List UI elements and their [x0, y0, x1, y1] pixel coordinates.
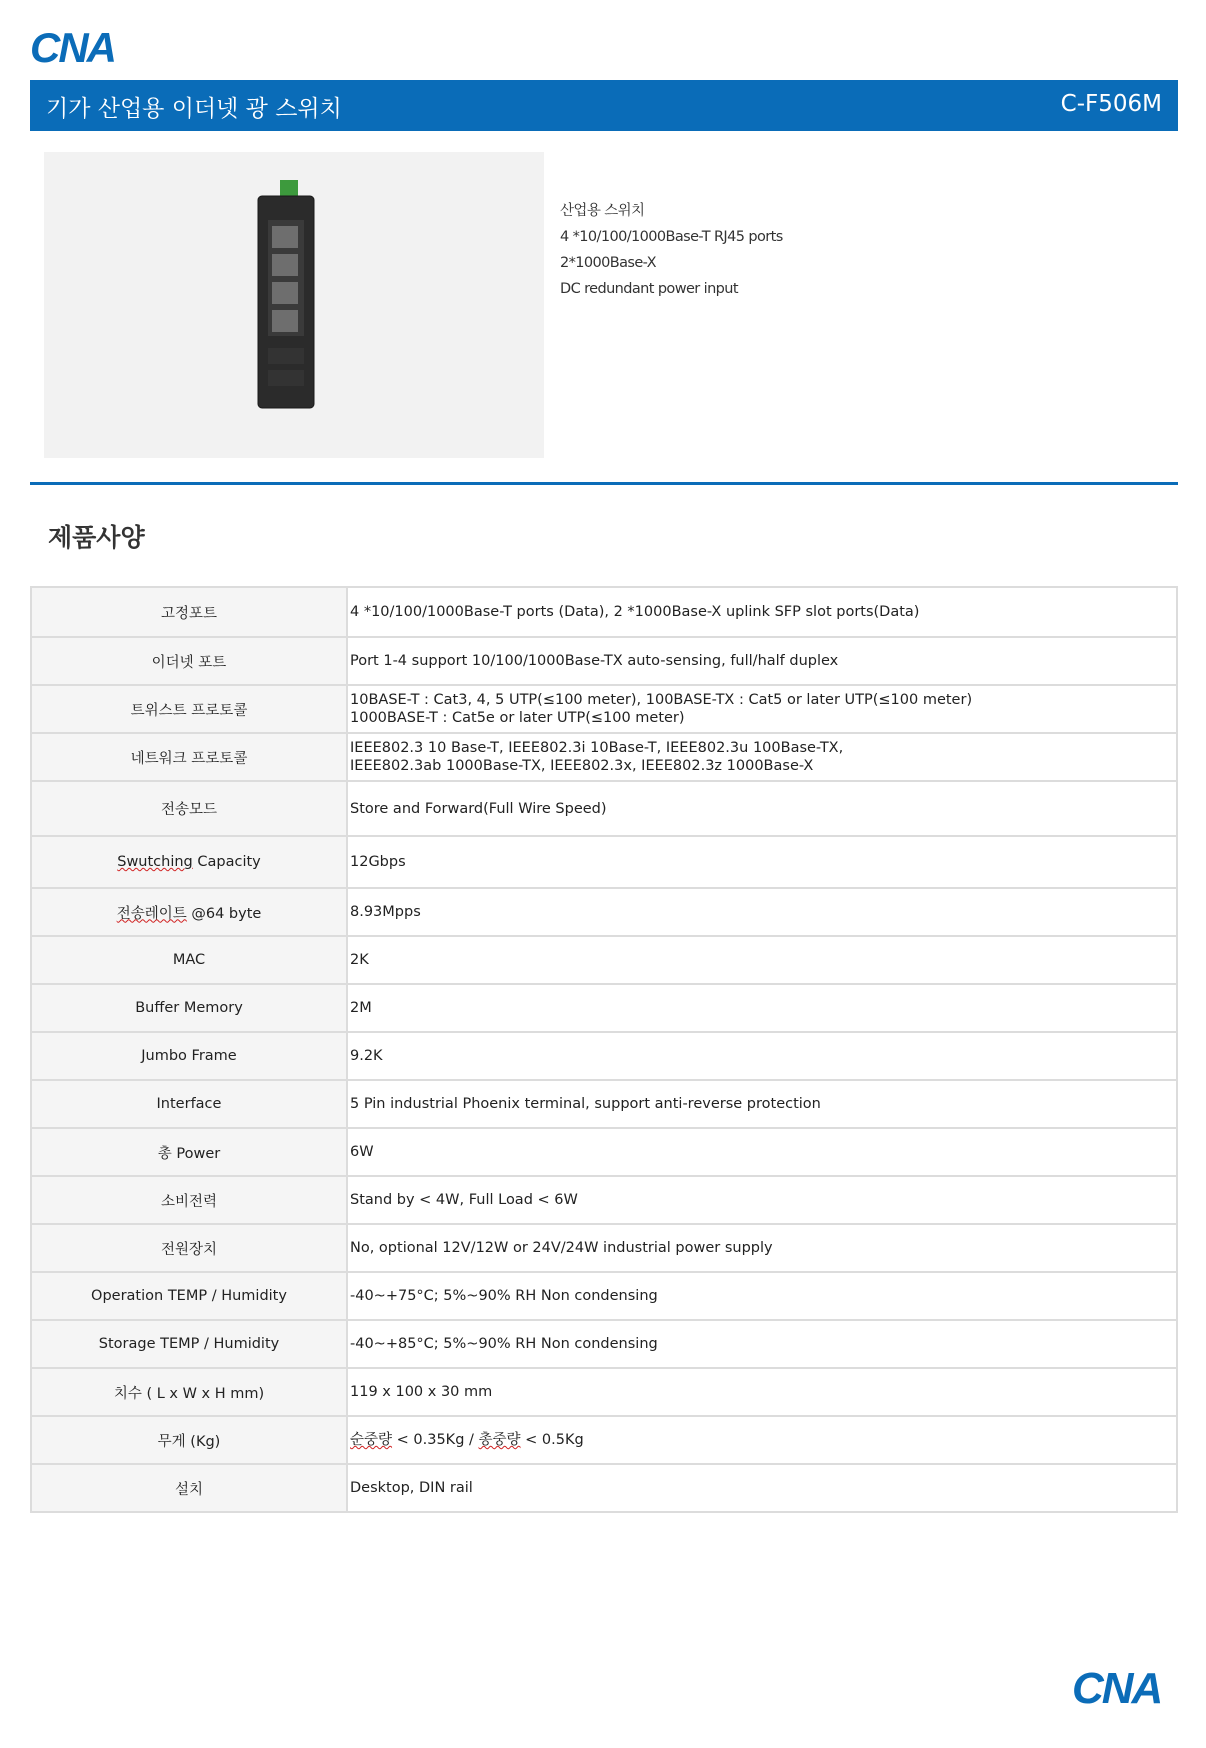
- spec-value: Desktop, DIN rail: [347, 1464, 1177, 1512]
- spec-value: 2K: [347, 936, 1177, 984]
- section-divider: [30, 482, 1178, 485]
- spec-label: Storage TEMP / Humidity: [31, 1320, 347, 1368]
- table-row: [31, 836, 1177, 888]
- feature-item: 2*1000Base-X: [560, 255, 656, 271]
- spec-label: [31, 888, 347, 936]
- table-row: [31, 1416, 1177, 1464]
- table-row: [31, 1224, 1177, 1272]
- spec-value: 119 x 100 x 30 mm: [347, 1368, 1177, 1416]
- spec-value: 2M: [347, 984, 1177, 1032]
- spec-table: [30, 586, 1178, 1513]
- spec-label: 이더넷 포트: [31, 637, 347, 685]
- spec-value: 8.93Mpps: [347, 888, 1177, 936]
- spec-value-line: 10BASE-T : Cat3, 4, 5 UTP(≤100 meter), 100BASE-TX : Cat5 or later UTP(≤100 meter): [350, 692, 973, 708]
- spec-value: 12Gbps: [347, 836, 1177, 888]
- spec-label: Buffer Memory: [31, 984, 347, 1032]
- spec-label: MAC: [31, 936, 347, 984]
- cna-logo: CNA: [30, 24, 115, 71]
- spec-value: -40~+75°C; 5%~90% RH Non condensing: [347, 1272, 1177, 1320]
- table-row: [31, 781, 1177, 836]
- table-row: [31, 587, 1177, 637]
- model-number: C-F506M: [1060, 91, 1162, 117]
- spec-label: Jumbo Frame: [31, 1032, 347, 1080]
- spec-value: 5 Pin industrial Phoenix terminal, support anti-reverse protection: [347, 1080, 1177, 1128]
- spec-value: 4 *10/100/1000Base-T ports (Data), 2 *1000Base-X uplink SFP slot ports(Data): [347, 587, 1177, 637]
- spec-label: 소비전력: [31, 1176, 347, 1224]
- table-row: [31, 1080, 1177, 1128]
- spec-value-line: 1000BASE-T : Cat5e or later UTP(≤100 meter): [350, 710, 685, 726]
- feature-item: DC redundant power input: [560, 281, 738, 297]
- table-row: [31, 1128, 1177, 1176]
- spec-label: 고정포트: [31, 587, 347, 637]
- feature-item: 산업용 스위치: [560, 203, 645, 219]
- spec-label: Interface: [31, 1080, 347, 1128]
- table-row: [31, 888, 1177, 936]
- spec-label: 설치: [31, 1464, 347, 1512]
- spec-value: Stand by < 4W, Full Load < 6W: [347, 1176, 1177, 1224]
- spec-label: [31, 836, 347, 888]
- table-row: [31, 1320, 1177, 1368]
- spec-label-part: 전송레이트: [116, 905, 187, 922]
- spec-value: 9.2K: [347, 1032, 1177, 1080]
- table-row: [31, 733, 1177, 781]
- spec-value: [347, 685, 1177, 733]
- spec-value: Port 1-4 support 10/100/1000Base-TX auto-sensing, full/half duplex: [347, 637, 1177, 685]
- spec-label-part: Swutching: [117, 854, 193, 870]
- table-row: [31, 1272, 1177, 1320]
- page-title: 기가 산업용 이더넷 광 스위치: [46, 96, 342, 122]
- spec-label: 무게 (Kg): [31, 1416, 347, 1464]
- feature-item: 4 *10/100/1000Base-T RJ45 ports: [560, 229, 783, 245]
- table-row: [31, 984, 1177, 1032]
- section-title: 제품사양: [48, 523, 145, 552]
- table-row: [31, 1032, 1177, 1080]
- table-row: [31, 1464, 1177, 1512]
- spec-value: Store and Forward(Full Wire Speed): [347, 781, 1177, 836]
- spec-value: 6W: [347, 1128, 1177, 1176]
- spec-label-part: @64 byte: [186, 905, 262, 922]
- table-row: [31, 1368, 1177, 1416]
- table-row: [31, 936, 1177, 984]
- spec-value-part: < 0.5Kg: [520, 1432, 584, 1448]
- industrial-switch-image: [254, 180, 318, 410]
- product-image: [44, 152, 544, 458]
- title-banner: [30, 80, 1178, 131]
- feature-list: [560, 198, 783, 302]
- spec-value: No, optional 12V/12W or 24V/24W industrial power supply: [347, 1224, 1177, 1272]
- cna-logo-footer: CNA: [1072, 1664, 1162, 1713]
- spec-label: 트위스트 프로토콜: [31, 685, 347, 733]
- spec-value-part: 순중량: [350, 1432, 393, 1448]
- spec-value: [347, 1416, 1177, 1464]
- spec-value-part: 총중량: [478, 1432, 521, 1448]
- spec-label: 전송모드: [31, 781, 347, 836]
- spec-label: 치수 ( L x W x H mm): [31, 1368, 347, 1416]
- spec-value-line: IEEE802.3 10 Base-T, IEEE802.3i 10Base-T, IEEE802.3u 100Base-TX,: [350, 740, 844, 756]
- spec-label: 총 Power: [31, 1128, 347, 1176]
- table-row: [31, 637, 1177, 685]
- spec-label: 네트워크 프로토콜: [31, 733, 347, 781]
- spec-label: Operation TEMP / Humidity: [31, 1272, 347, 1320]
- spec-value: -40~+85°C; 5%~90% RH Non condensing: [347, 1320, 1177, 1368]
- spec-value-line: IEEE802.3ab 1000Base-TX, IEEE802.3x, IEEE802.3z 1000Base-X: [350, 758, 814, 774]
- spec-label-part: Capacity: [192, 854, 261, 870]
- spec-value: [347, 733, 1177, 781]
- spec-label: 전원장치: [31, 1224, 347, 1272]
- spec-value-part: < 0.35Kg /: [392, 1432, 479, 1448]
- table-row: [31, 1176, 1177, 1224]
- table-row: [31, 685, 1177, 733]
